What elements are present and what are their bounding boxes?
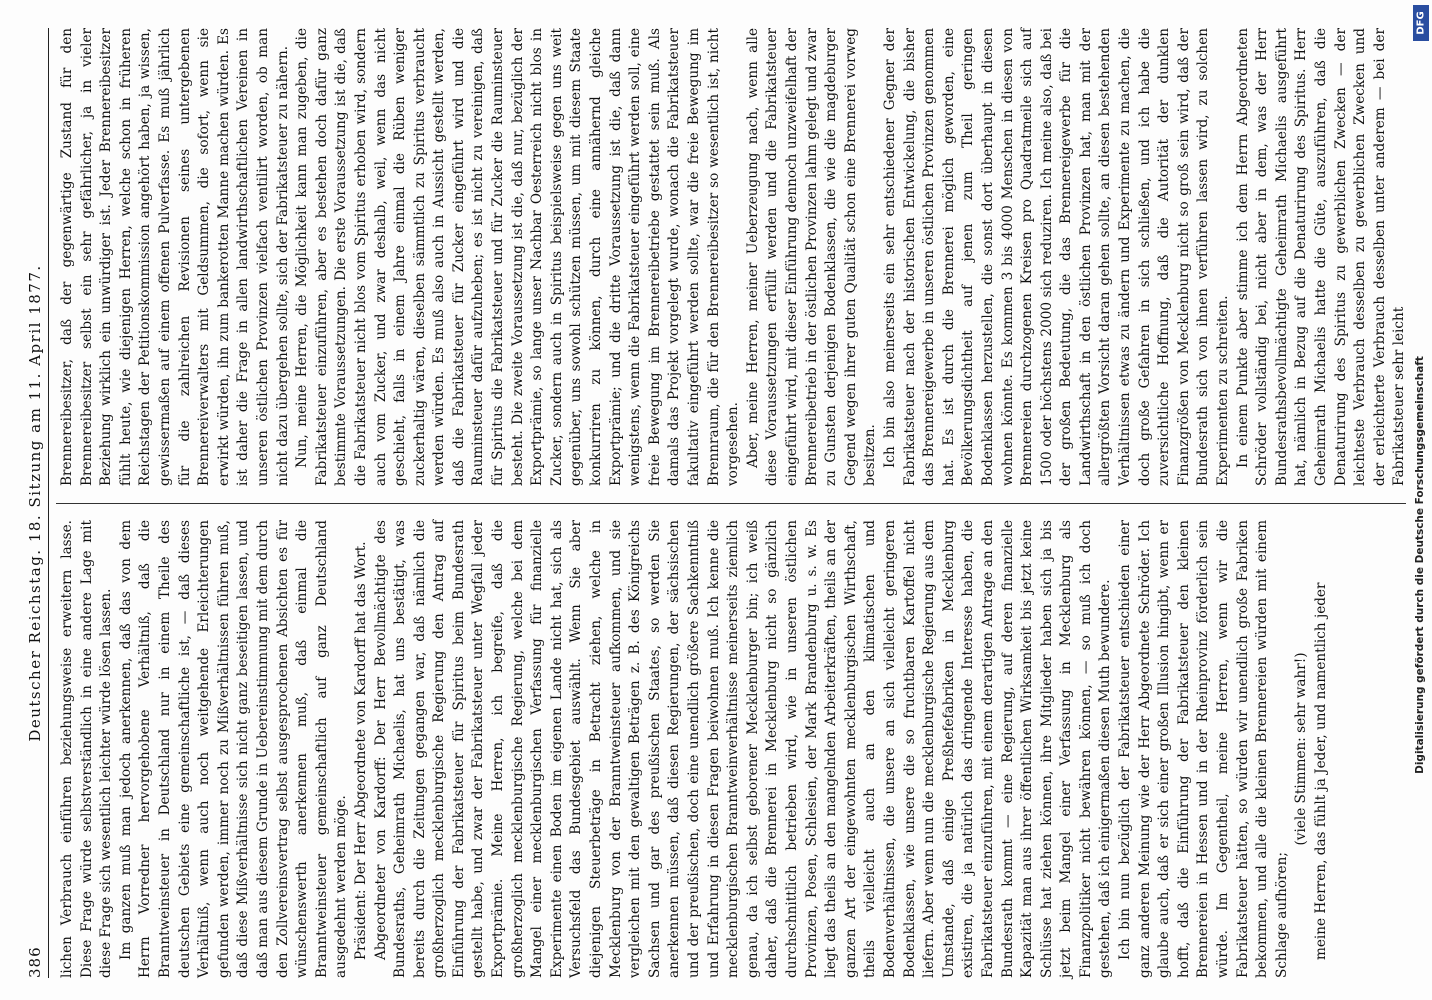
column-divider [56,503,1406,504]
page-number: 386 [26,946,44,978]
paragraph: Brennereibesitzer, daß der gegenwärtige Zustand für den Brennereibesitzer selbst ein sehr gefährlicher, ja in vieler Beziehung wirklich ein unwürdiger ist. Jeder Brennereibesitzer fühlt heute, wie diejenigen Herren, welche schon in früheren Reichstagen der Petitionskommission angehört haben, ja wissen, gewissermaßen auf einem offenen Pulverfasse. Es muß jährlich für die zahlreichen Revisionen seines untergebenen Brennereiverwalters mit Geldsummen, die sofort, wenn sie erwirkt würden, ihn zum bankerotten Manne machen würden. Es ist daher die Frage in allen landwirthschaftlichen Vereinen in unseren östlichen Provinzen vielfach ventilirt worden, ob man nicht dazu übergehen sollte, sich der Fabrikatsteuer zu nähern. [59,28,291,486]
rotated-newspaper-page [22,28,1417,978]
paragraph: Ich bin nun bezüglich der Fabrikatsteuer entschieden einer ganz anderen Meinung wie der Herr Abgeordnete Schröder. Ich glaube auch, daß er sich einer großen Illusion hingibt, wenn er hofft, daß die Einführung der Fabrikatsteuer den kleinen Brennereien in Hessen und in der Rheinprovinz förderlich sein würde. Im Gegentheil, meine Herren, wenn wir die Fabrikatsteuer hätten, so würden wir unendlich große Fabriken bekommen, und alle die kleinen Brennereien würden mit einem Schlage aufhören; [1117,520,1290,978]
running-title: Deutscher Reichstag. 18. Sitzung am 11. April 1877. [26,264,44,742]
paragraph: Aber, meine Herren, meiner Ueberzeugung nach, wenn alle diese Voraussetzungen erfüllt werden und die Fabrikatsteuer eingeführt wird, mit dieser Einführung dennoch unzweifelhaft der Brennereibetrieb in der östlichen Provinzen lahm gelegt und zwar zu Gunsten derjenigen Bodenklassen, die wie die magdeburger Gegend wegen ihrer guten Qualität schon eine Brennerei vorweg besitzen. [744,28,879,486]
digitization-notice-text: Digitalisierung gefördert durch die Deutsche Forschungsgemeinschaft [1414,356,1426,774]
right-text-column [58,28,1408,486]
paragraph: In einem Punkte aber stimme ich dem Herrn Abgeordneten Schröder vollständig bei, nicht aber in dem, was der Herr Bundesrathsbevollmächtigte Geheimrath Michaelis ausgeführt hat, nämlich in Bezug auf die Denaturirung des Spiritus. Herr Geheimrath Michaelis hatte die Güte, auszuführen, daß die Denaturirung des Spiritus zu gewerblichen Zwecken — der leichteste Verbrauch desselben zu gewerblichen Zwecken und der erleichterte Verbrauch desselben unter anderem — bei der Fabrikatsteuer sehr leicht [1234,28,1408,486]
digitization-notice [1410,356,1430,774]
paragraph: Ich bin also meinerseits ein sehr entschiedener Gegner der Fabrikatsteuer nach der historischen Entwickelung, die bisher das Brennereigewerbe in unseren östlichen Provinzen genommen hat. Es ist durch die Brennerei möglich geworden, eine Bevölkerungsdichtheit auf jenen zum Theil geringen Bodenklassen herzustellen, die sonst dort überhaupt in diesen wohnen könnte. Es kommen 3 bis 4000 Menschen in diesen von Brennereien durchzogenen Kreisen pro Quadratmeile sich auf 1500 oder höchstens 2000 sich reduziren. Ich meine also, daß bei der großen Bedeutung, die das Brennereigewerbe für die Landwirthschaft in den östlichen Provinzen hat, man mit der allergrößten Vorsicht daran gehen sollte, an diesen bestehenden Verhältnissen etwas zu ändern und Experimente zu machen, die doch große Gefahren in sich schließen, und ich habe die zuversichtliche Hoffnung, daß die Autorität der dunklen Finanzgrößen von Mecklenburg nicht so groß sein wird, daß der Bundesrath sich von ihnen verführen lassen wird, zu solchen Experimenten zu schreiten. [881,28,1232,486]
paragraph: meine Herren, das fühlt ja Jeder, und namentlich jeder [1313,582,1329,960]
left-text-column [58,520,1329,978]
paragraph: lichen Verbrauch einführen beziehungsweise erweitern lasse. Diese Frage würde selbstverständlich in eine andere Lage mit diese Frage sich wesentlich leichter würde lösen lassen. [59,520,115,978]
paragraph-speech: Abgeordneter von Kardorff: Der Herr Bevollmächtigte des Bundesraths, Geheimrath Michaelis, hat uns bestätigt, was bereits durch die Zeitungen gegangen war, daß nämlich die großherzoglich mecklenburgische Regierung den Antrag auf Einführung der Fabrikatsteuer für Spiritus beim Bundesrath gestellt habe, und zwar der Fabrikatsteuer unter Wegfall jeder Exportprämie. Meine Herren, ich begreife, daß die großherzoglich mecklenburgische Regierung, welche bei dem Mangel einer mecklenburgischen Verfassung für finanzielle Experimente einen Boden im eigenen Lande nicht hat, sich als Versuchsfeld das Bundesgebiet auswählt. Wenn Sie aber diejenigen Steuerbeträge in Betracht ziehen, welche in Mecklenburg von der Branntweinsteuer aufkommen, und sie vergleichen mit den gewaltigen Beträgen z. B. des Königreichs Sachsen und gar des preußischen Staates, so werden Sie anerkennen müssen, daß diesen Regierungen, der sächsischen und der preußischen, doch eine unendlich größere Sachkenntniß und Erfahrung in diesen Fragen beiwohnen muß. Ich kenne die mecklenburgischen Branntweinverhältnisse meinerseits ziemlich genau, da ich selbst geborener Mecklenburger bin; ich weiß daher, daß die Brennerei in Mecklenburg nicht so gänzlich durchschnittlich betrieben wird, wie in unseren östlichen Provinzen, Posen, Schlesien, der Mark Brandenburg u. s. w. Es liegt das theils an den mangelnden Arbeiterkräften, theils an der ganzen Art der eingewohnten mecklenburgischen Wirthschaft, theils vielleicht auch an den klimatischen und Bodenverhältnissen, die unsere an sich vielleicht geringeren Bodenklassen, wie unsere die so fruchtbaren Kartoffel nicht liefern. Aber wenn nun die mecklenburgische Regierung aus dem Umstande, daß einige Preßhefefabriken in Mecklenburg existiren, die ja natürlich das dringende Interesse haben, die Fabrikatsteuer einzuführen, mit einem derartigen Antrage an den Bundesrath kommt — eine Regierung, auf deren finanzielle Kapazität man aus ihrer öffentlichen Wirksamkeit bis jetzt keine Schlüsse hat ziehen können, ihre Mitglieder haben sich ja bis jetzt beim Mangel einer Verfassung in Mecklenburg als Finanzpolitiker nicht bewähren können, — so muß ich doch gestehen, daß ich einigermaßen diesen Muth bewundere. [372,520,1114,978]
dfg-logo [1413,5,1429,41]
dfg-logo-text: DFG [1415,11,1427,35]
page-header [22,28,49,978]
paragraph-president: Präsident: Der Herr Abgeordnete von Kardorff hat das Wort. [352,541,369,960]
paragraph: Nun, meine Herren, die Möglichkeit kann man zugeben, die Fabrikatsteuer einzuführen, aber es bestehen doch dafür ganz bestimmte Voraussetzungen. Die erste Voraussetzung ist die, daß die Fabrikatsteuer nicht blos vom Spiritus erhoben wird, sondern auch vom Zucker, und zwar deshalb, weil, wenn das nicht geschieht, falls in einem Jahre einmal die Rüben weniger zuckerhaltig wären, dieselben sämmtlich zu Spiritus verbraucht werden würden. Es muß also auch in Aussicht gestellt werden, daß die Fabrikatsteuer für Zucker eingeführt wird und die Rauminsteuer dafür aufzuheben; es ist nicht zu vereinigen, daß für Spiritus die Fabrikatsteuer und für Zucker die Rauminsteuer besteht. Die zweite Voraussetzung ist die, daß nur, bezüglich der Exportprämie, so lange unser Nachbar Oesterreich nicht blos in Zucker, sondern auch in Spiritus beispielsweise gegen uns weit gegenüber, uns sowohl schützen müssen, um mit diesem Staate konkurriren zu können, durch eine annähernd gleiche Exportprämie; und die dritte Voraussetzung ist die, daß dann wenigstens, wenn die Fabrikatsteuer eingeführt werden soll, eine freie Bewegung im Brennereibetriebe gestattet sein muß. Als damals das Projekt vorgelegt wurde, wonach die Fabrikatsteuer fakultativ eingeführt werden sollte, war die freie Bewegung im Brennraum, die für den Brennereibesitzer so wesentlich ist, nicht vorgesehen. [294,28,742,486]
interjection: (viele Stimmen: sehr wahr!) [1293,652,1310,846]
paragraph: Im ganzen muß man jedoch anerkennen, daß das von dem Herrn Vorredner hervorgehobene Verhältniß, daß die Branntweinsteuer in Deutschland nur in einem Theile des deutschen Gebiets eine gemeinschaftliche ist, — daß dieses Verhältniß, wenn auch noch weitgehende Erleichterungen gefunden werden, immer noch zu Mißverhältnissen führen muß, daß diese Mißverhältnisse sich nicht ganz beseitigen lassen, und daß man aus diesem Grunde in Uebereinstimmung mit dem durch den Zollvereinsvertrag selbst ausgesprochenen Absichten es für wünschenswerth anerkennen muß, daß einmal die Branntweinsteuer gemeinschaftlich auf ganz Deutschland ausgedehnt werden möge. [117,520,350,978]
